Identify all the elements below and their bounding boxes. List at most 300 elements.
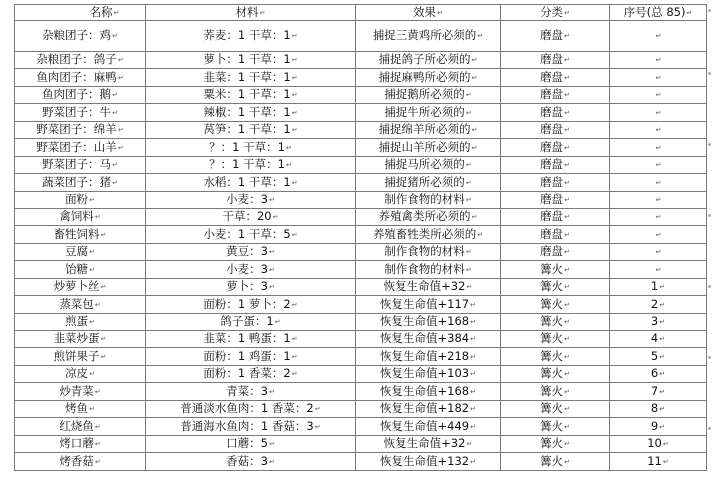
cell-effect: [356, 278, 501, 295]
row-end-marker-icon: [708, 356, 711, 359]
cell-name: [15, 348, 146, 365]
table-row: [15, 400, 707, 417]
paragraph-mark-icon: ↵: [291, 108, 298, 117]
paragraph-mark-icon: ↵: [465, 161, 472, 170]
cell-number-text: 9: [650, 418, 659, 433]
cell-materials: [146, 69, 356, 86]
cell-number: [610, 21, 707, 52]
table-row: [15, 208, 707, 225]
cell-category: [501, 191, 610, 208]
cell-category: [501, 21, 610, 52]
paragraph-mark-icon: ↵: [655, 178, 662, 187]
cell-name: [15, 418, 146, 435]
cell-number: [610, 331, 707, 348]
paragraph-mark-icon: ↵: [259, 8, 266, 17]
cell-materials-text: 韭菜：1 鸭蛋：1: [203, 331, 291, 346]
paragraph-mark-icon: ↵: [564, 32, 570, 41]
cell-name: [15, 191, 146, 208]
cell-number: [610, 400, 707, 417]
cell-name-text: 野菜团子：牛: [42, 104, 112, 119]
paragraph-mark-icon: ↵: [274, 318, 281, 327]
paragraph-mark-icon: ↵: [94, 213, 101, 222]
cell-effect-text: 制作食物的材料: [384, 261, 465, 276]
paragraph-mark-icon: ↵: [268, 457, 275, 466]
cell-name-text: 鱼肉团子：麻鸭: [36, 69, 117, 84]
paragraph-mark-icon: ↵: [564, 248, 570, 257]
cell-number-text: 5: [650, 348, 659, 363]
paragraph-mark-icon: ↵: [100, 335, 107, 344]
cell-name: [15, 383, 146, 400]
cell-name-text: 野菜团子：马: [42, 157, 112, 172]
cell-category: [501, 435, 610, 452]
cell-number: [610, 243, 707, 260]
paragraph-mark-icon: ↵: [470, 405, 476, 414]
cell-materials-text: 口蘑：5: [226, 436, 268, 451]
paragraph-mark-icon: ↵: [564, 56, 570, 65]
cell-effect: [356, 69, 501, 86]
paragraph-mark-icon: ↵: [564, 178, 570, 187]
cell-effect-text: 养殖畜牲类所必须的: [372, 226, 477, 241]
cell-effect-text: 养殖禽类所必须的: [378, 209, 471, 224]
paragraph-mark-icon: ↵: [655, 265, 662, 274]
paragraph-mark-icon: ↵: [465, 91, 472, 100]
cell-effect-text: 捕捉牛所必须的: [384, 104, 465, 119]
table-row: [15, 52, 707, 69]
cell-name-text: 烤口蘑: [59, 436, 94, 451]
cell-number: [610, 435, 707, 452]
cell-category: [501, 278, 610, 295]
header-number: [610, 5, 707, 21]
row-end-marker-icon: [708, 143, 711, 146]
cell-materials-text: ？：1 干草：1: [209, 157, 285, 172]
paragraph-mark-icon: ↵: [659, 405, 666, 414]
paragraph-mark-icon: ↵: [112, 108, 118, 117]
cell-category-text: 篝火: [540, 436, 564, 451]
cell-materials: [146, 313, 356, 330]
cell-name: [15, 296, 146, 313]
paragraph-mark-icon: ↵: [268, 265, 275, 274]
paragraph-mark-icon: ↵: [465, 248, 472, 257]
cell-number: [610, 226, 707, 243]
cell-number: [610, 418, 707, 435]
cell-materials: [146, 86, 356, 103]
cell-name-text: 蔬菜团子：猪: [42, 174, 112, 189]
header-number-text: 序号(总 85): [623, 4, 686, 19]
paragraph-mark-icon: ↵: [470, 370, 476, 379]
cell-effect: [356, 139, 501, 156]
cell-name-text: 烤鱼: [65, 401, 89, 416]
cell-effect: [356, 418, 501, 435]
cell-name: [15, 174, 146, 191]
row-end-marker-icon: [708, 285, 711, 288]
cell-materials-text: 小麦：3: [226, 191, 268, 206]
table-row: [15, 365, 707, 382]
cell-effect-text: 捕捉马所必须的: [384, 157, 465, 172]
cell-materials-text: 普通海水鱼肉：1 香菇：3: [180, 418, 314, 433]
paragraph-mark-icon: ↵: [113, 8, 120, 17]
cell-effect: [356, 191, 501, 208]
paragraph-mark-icon: ↵: [659, 422, 666, 431]
cell-name-text: 杂粮团子：鸡: [42, 28, 112, 43]
cell-name: [15, 52, 146, 69]
cell-effect-text: 恢复生命值+32: [383, 279, 466, 294]
cell-effect-text: 恢复生命值+168: [380, 383, 470, 398]
cell-name-text: 野菜团子：山羊: [36, 139, 117, 154]
cell-effect: [356, 296, 501, 313]
cell-effect: [356, 21, 501, 52]
cell-effect: [356, 243, 501, 260]
cell-category-text: 篝火: [540, 401, 564, 416]
cell-number-text: 11: [647, 453, 662, 468]
cell-name: [15, 400, 146, 417]
cell-materials: [146, 453, 356, 470]
cell-name-text: 红烧鱼: [59, 418, 94, 433]
recipe-table: [14, 4, 707, 471]
cell-materials-text: 香菇：3: [226, 453, 268, 468]
table-row: [15, 453, 707, 470]
cell-category: [501, 121, 610, 138]
paragraph-mark-icon: ↵: [89, 318, 95, 327]
paragraph-mark-icon: ↵: [470, 422, 476, 431]
cell-effect: [356, 331, 501, 348]
paragraph-mark-icon: ↵: [268, 283, 275, 292]
cell-materials-text: 小麦：3: [226, 261, 268, 276]
cell-effect-text: 恢复生命值+117: [380, 296, 470, 311]
paragraph-mark-icon: ↵: [655, 126, 662, 135]
cell-category-text: 篝火: [540, 418, 564, 433]
cell-category-text: 篝火: [540, 261, 564, 276]
paragraph-mark-icon: ↵: [100, 352, 107, 361]
cell-number: [610, 121, 707, 138]
paragraph-mark-icon: ↵: [291, 178, 298, 187]
paragraph-mark-icon: ↵: [662, 457, 669, 466]
cell-category-text: 篝火: [540, 296, 564, 311]
paragraph-mark-icon: ↵: [314, 405, 321, 414]
table-row: [15, 226, 707, 243]
paragraph-mark-icon: ↵: [112, 91, 118, 100]
paragraph-mark-icon: ↵: [94, 387, 101, 396]
cell-category-text: 磨盘: [540, 244, 564, 259]
cell-effect: [356, 313, 501, 330]
cell-name-text: 畜牲饲料: [53, 226, 100, 241]
cell-materials: [146, 121, 356, 138]
paragraph-mark-icon: ↵: [112, 178, 118, 187]
cell-materials: [146, 191, 356, 208]
cell-name: [15, 226, 146, 243]
cell-number-text: 7: [650, 383, 659, 398]
paragraph-mark-icon: ↵: [117, 126, 124, 135]
paragraph-mark-icon: ↵: [272, 213, 279, 222]
cell-materials: [146, 383, 356, 400]
paragraph-mark-icon: ↵: [564, 195, 570, 204]
cell-category-text: 磨盘: [540, 174, 564, 189]
paragraph-mark-icon: ↵: [564, 8, 570, 17]
paragraph-mark-icon: ↵: [437, 8, 443, 17]
cell-effect: [356, 400, 501, 417]
paragraph-mark-icon: ↵: [291, 126, 298, 135]
paragraph-mark-icon: ↵: [291, 91, 298, 100]
cell-effect: [356, 261, 501, 278]
cell-effect-text: 捕捉三黄鸡所必须的: [372, 28, 477, 43]
cell-materials-text: 粟米：1 干草：1: [203, 87, 291, 102]
paragraph-mark-icon: ↵: [117, 56, 124, 65]
cell-effect: [356, 208, 501, 225]
paragraph-mark-icon: ↵: [655, 161, 662, 170]
cell-name: [15, 313, 146, 330]
paragraph-mark-icon: ↵: [655, 73, 662, 82]
paragraph-mark-icon: ↵: [655, 195, 662, 204]
cell-category-text: 磨盘: [540, 87, 564, 102]
cell-materials: [146, 52, 356, 69]
cell-name-text: 禽饲料: [59, 209, 94, 224]
cell-number-text: 3: [650, 314, 659, 329]
cell-effect: [356, 156, 501, 173]
paragraph-mark-icon: ↵: [268, 387, 275, 396]
cell-number: [610, 365, 707, 382]
paragraph-mark-icon: ↵: [564, 73, 570, 82]
cell-effect-text: 恢复生命值+168: [380, 314, 470, 329]
paragraph-mark-icon: ↵: [655, 143, 662, 152]
paragraph-mark-icon: ↵: [100, 283, 107, 292]
paragraph-mark-icon: ↵: [94, 422, 101, 431]
paragraph-mark-icon: ↵: [117, 143, 124, 152]
paragraph-mark-icon: ↵: [471, 143, 478, 152]
row-end-marker-icon: [708, 72, 711, 75]
table-row: [15, 174, 707, 191]
cell-name: [15, 243, 146, 260]
cell-name: [15, 69, 146, 86]
cell-category: [501, 243, 610, 260]
paragraph-mark-icon: ↵: [89, 248, 95, 257]
cell-number: [610, 69, 707, 86]
cell-name-text: 烤香菇: [59, 453, 94, 468]
table-row: [15, 278, 707, 295]
cell-effect-text: 恢复生命值+218: [380, 348, 470, 363]
cell-effect: [356, 121, 501, 138]
cell-number: [610, 383, 707, 400]
paragraph-mark-icon: ↵: [564, 422, 570, 431]
cell-materials: [146, 21, 356, 52]
paragraph-mark-icon: ↵: [564, 370, 570, 379]
cell-category-text: 磨盘: [540, 139, 564, 154]
paragraph-mark-icon: ↵: [466, 283, 473, 292]
cell-category: [501, 139, 610, 156]
cell-effect: [356, 52, 501, 69]
cell-category-text: 磨盘: [540, 209, 564, 224]
table-row: [15, 418, 707, 435]
row-end-marker-icon: [708, 427, 711, 430]
cell-category-text: 磨盘: [540, 52, 564, 67]
cell-number: [610, 191, 707, 208]
paragraph-mark-icon: ↵: [291, 370, 298, 379]
cell-name-text: 杂粮团子：鸽子: [36, 52, 117, 67]
cell-number: [610, 104, 707, 121]
cell-materials: [146, 348, 356, 365]
cell-materials: [146, 435, 356, 452]
cell-effect-text: 捕捉绵羊所必须的: [378, 122, 471, 137]
cell-name: [15, 278, 146, 295]
cell-effect-text: 制作食物的材料: [384, 191, 465, 206]
cell-number: [610, 313, 707, 330]
cell-materials: [146, 296, 356, 313]
cell-name: [15, 121, 146, 138]
paragraph-mark-icon: ↵: [655, 230, 662, 239]
cell-materials: [146, 208, 356, 225]
cell-category-text: 磨盘: [540, 104, 564, 119]
cell-materials-text: 黄豆：3: [226, 244, 268, 259]
table-header: [15, 5, 707, 21]
header-effect: [356, 5, 501, 21]
cell-name-text: 煎蛋: [65, 314, 89, 329]
cell-number: [610, 348, 707, 365]
cell-materials-text: 萝卜：1 干草：1: [203, 52, 291, 67]
paragraph-mark-icon: ↵: [94, 300, 101, 309]
cell-name-text: 野菜团子：绵羊: [36, 122, 117, 137]
cell-number-text: 8: [650, 401, 659, 416]
cell-category: [501, 261, 610, 278]
cell-effect-text: 捕捉麻鸭所必须的: [378, 69, 471, 84]
paragraph-mark-icon: ↵: [564, 213, 570, 222]
paragraph-mark-icon: ↵: [564, 440, 570, 449]
cell-category-text: 磨盘: [540, 69, 564, 84]
table-row: [15, 86, 707, 103]
cell-materials-text: 萝卜：3: [226, 279, 268, 294]
cell-category-text: 篝火: [540, 366, 564, 381]
paragraph-mark-icon: ↵: [655, 56, 662, 65]
cell-name-text: 鱼肉团子：鹅: [42, 87, 112, 102]
paragraph-mark-icon: ↵: [659, 370, 666, 379]
cell-name-text: 韭菜炒蛋: [53, 331, 100, 346]
paragraph-mark-icon: ↵: [564, 300, 570, 309]
cell-number-text: 10: [647, 436, 662, 451]
cell-category-text: 篝火: [540, 279, 564, 294]
cell-number: [610, 52, 707, 69]
cell-category: [501, 418, 610, 435]
cell-name: [15, 156, 146, 173]
header-name-text: 名称: [89, 4, 113, 19]
cell-name: [15, 86, 146, 103]
cell-name-text: 炒青菜: [59, 383, 94, 398]
cell-number-text: 2: [650, 296, 659, 311]
cell-materials-text: 莴笋：1 干草：1: [203, 122, 291, 137]
table-row: [15, 331, 707, 348]
cell-category-text: 篝火: [540, 314, 564, 329]
cell-materials: [146, 139, 356, 156]
cell-name: [15, 435, 146, 452]
table-row: [15, 139, 707, 156]
header-name: [15, 5, 146, 21]
table-row: [15, 348, 707, 365]
paragraph-mark-icon: ↵: [291, 300, 298, 309]
paragraph-mark-icon: ↵: [291, 73, 298, 82]
cell-number-text: 4: [650, 331, 659, 346]
table-row: [15, 191, 707, 208]
cell-category: [501, 69, 610, 86]
paragraph-mark-icon: ↵: [564, 161, 570, 170]
paragraph-mark-icon: ↵: [314, 422, 321, 431]
paragraph-mark-icon: ↵: [268, 440, 275, 449]
cell-name: [15, 208, 146, 225]
cell-category-text: 篝火: [540, 331, 564, 346]
row-end-marker-icon: [708, 9, 711, 12]
paragraph-mark-icon: ↵: [89, 265, 95, 274]
paragraph-mark-icon: ↵: [655, 248, 662, 257]
cell-name: [15, 261, 146, 278]
cell-category-text: 磨盘: [540, 191, 564, 206]
cell-materials-text: 鸽子蛋：1: [220, 314, 274, 329]
paragraph-mark-icon: ↵: [655, 32, 662, 41]
cell-name: [15, 21, 146, 52]
cell-category: [501, 348, 610, 365]
cell-category: [501, 331, 610, 348]
cell-effect-text: 恢复生命值+103: [380, 366, 470, 381]
cell-number: [610, 296, 707, 313]
paragraph-mark-icon: ↵: [659, 335, 666, 344]
cell-category: [501, 156, 610, 173]
paragraph-mark-icon: ↵: [564, 457, 570, 466]
table-row: [15, 383, 707, 400]
paragraph-mark-icon: ↵: [112, 32, 118, 41]
paragraph-mark-icon: ↵: [564, 230, 570, 239]
cell-category: [501, 296, 610, 313]
cell-effect-text: 捕捉鹅所必须的: [384, 87, 465, 102]
cell-name: [15, 453, 146, 470]
paragraph-mark-icon: ↵: [477, 32, 484, 41]
header-category: [501, 5, 610, 21]
cell-materials: [146, 243, 356, 260]
table-row: [15, 296, 707, 313]
cell-materials: [146, 104, 356, 121]
paragraph-mark-icon: ↵: [94, 457, 101, 466]
table-row: [15, 243, 707, 260]
paragraph-mark-icon: ↵: [477, 230, 484, 239]
paragraph-mark-icon: ↵: [112, 161, 118, 170]
paragraph-mark-icon: ↵: [659, 352, 666, 361]
cell-effect-text: 制作食物的材料: [384, 244, 465, 259]
paragraph-mark-icon: ↵: [291, 32, 298, 41]
paragraph-mark-icon: ↵: [470, 352, 476, 361]
paragraph-mark-icon: ↵: [465, 108, 472, 117]
paragraph-mark-icon: ↵: [471, 126, 478, 135]
paragraph-mark-icon: ↵: [662, 440, 669, 449]
header-materials-text: 材料: [235, 4, 259, 19]
cell-number-text: 6: [650, 366, 659, 381]
cell-effect: [356, 226, 501, 243]
cell-name-text: 面粉: [65, 191, 89, 206]
cell-category: [501, 453, 610, 470]
paragraph-mark-icon: ↵: [655, 108, 662, 117]
paragraph-mark-icon: ↵: [291, 352, 298, 361]
cell-number: [610, 156, 707, 173]
paragraph-mark-icon: ↵: [100, 230, 107, 239]
paragraph-mark-icon: ↵: [117, 73, 124, 82]
cell-number: [610, 453, 707, 470]
paragraph-mark-icon: ↵: [686, 8, 693, 17]
paragraph-mark-icon: ↵: [94, 440, 101, 449]
cell-materials: [146, 226, 356, 243]
paragraph-mark-icon: ↵: [89, 370, 95, 379]
paragraph-mark-icon: ↵: [470, 387, 476, 396]
cell-name: [15, 331, 146, 348]
cell-name: [15, 139, 146, 156]
cell-number: [610, 139, 707, 156]
paragraph-mark-icon: ↵: [564, 318, 570, 327]
paragraph-mark-icon: ↵: [564, 126, 570, 135]
cell-materials: [146, 278, 356, 295]
paragraph-mark-icon: ↵: [470, 335, 476, 344]
cell-materials-text: 小麦：1 干草：5: [203, 226, 291, 241]
paragraph-mark-icon: ↵: [659, 300, 666, 309]
